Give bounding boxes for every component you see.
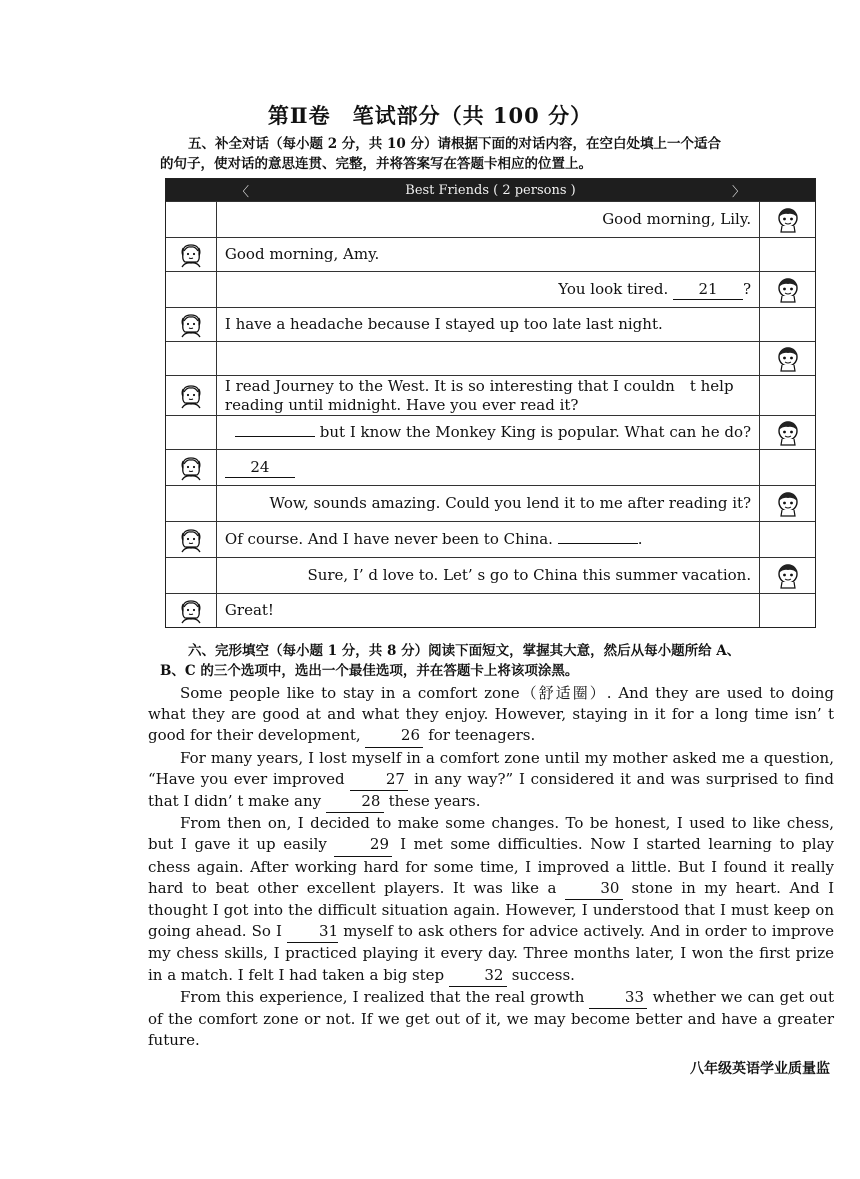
dialogue-text-post: ? [743,279,752,298]
woman-avatar-icon [179,312,203,338]
dialogue-blank: 21 [673,280,743,300]
header-right-chevron: 〉 [731,184,745,200]
p3-text-c: stone in my heart. And I thought I got into the difficult situation again. However, I understood that I must keep on going ahead. So I [148,878,834,941]
dialogue-title: Best Friends ( 2 persons ) [405,182,576,198]
p2-text-b: in any way?” I considered it and was surprised to find that I didn’ t make any [148,769,834,811]
dialogue-header [166,179,815,201]
dialogue-row [166,521,815,557]
blank-30: 30 [565,878,623,900]
dialogue-line [217,558,760,593]
blank-27: 27 [350,769,408,791]
girl-avatar-icon [776,563,800,589]
dialogue-line [217,594,760,627]
speaker-cell-left [166,522,217,557]
woman-avatar-icon [179,527,203,553]
dialogue-row [166,307,815,341]
speaker-cell-left [166,272,217,307]
speaker-cell-left [166,450,217,485]
dialogue-text: Sure, I’ d love to. Let’ s go to China this summer vacation. [307,566,752,584]
girl-avatar-icon [776,277,800,303]
speaker-cell-left [166,308,217,341]
dialogue-text: Good morning, Lily. [602,210,752,228]
speaker-cell-left [166,558,217,593]
section5-line2: 的句子，使对话的意思连贯、完整，并将答案写在答题卡相应的位置上。 [160,156,592,172]
speaker-cell-right [760,416,815,449]
dialogue-row [166,237,815,271]
dialogue-text-pre: You look tired. [558,279,674,298]
speaker-cell-left [166,594,217,627]
girl-avatar-icon [776,346,800,372]
dialogue-text-post: but I know the Monkey King is popular. What can he do? [315,423,752,441]
blank-26: 26 [365,725,423,747]
speaker-cell-right [760,272,815,307]
dialogue-row [166,415,815,449]
speaker-cell-left [166,202,217,237]
p2-text-c: these years. [383,792,481,811]
p3-text-d: myself to ask others for advice actively. And in order to improve my chess skills, I practiced playing it every day. Three months later, I won the first prize in a match. I felt I had taken a big step [148,922,834,984]
dialogue-text [558,280,751,300]
dialogue-line [217,486,760,521]
speaker-cell-right [760,558,815,593]
dialogue-text [235,423,751,442]
dialogue-row [166,485,815,521]
dialogue-line [217,450,760,485]
speaker-cell-left [166,342,217,375]
speaker-cell-right [760,450,815,485]
paragraph-2 [148,748,834,814]
dialogue-text [225,530,643,549]
speaker-cell-right [760,376,815,415]
dialogue-text: Wow, sounds amazing. Could you lend it to me after reading it? [269,494,752,512]
speaker-cell-right [760,342,815,375]
p1-text-a: Some people like to stay in a comfort zone（舒适圈）. And they are used to doing what they are good at and what they enjoy. However, staying in it for a long time isn’ t good for their development, [148,684,834,745]
section6-line1: 六、完形填空（每小题 1 分，共 8 分）阅读下面短文，掌握其大意，然后从每小题所给 A、 [188,643,741,659]
speaker-cell-right [760,522,815,557]
dialogue-text: Great! [224,601,274,619]
dialogue-row [166,341,815,375]
dialogue-blank [558,543,638,544]
blank-33: 33 [589,987,647,1009]
dialogue-line [217,272,760,307]
speaker-cell-left [166,416,217,449]
dialogue-blank [235,436,315,437]
girl-avatar-icon [776,420,800,446]
speaker-cell-left [166,486,217,521]
header-left-chevron: 〈 [236,184,250,200]
p3-text-e: success. [506,965,575,984]
dialogue-row [166,375,815,415]
girl-avatar-icon [776,491,800,517]
dialogue-row [166,271,815,307]
paragraph-1 [148,683,834,748]
blank-28: 28 [326,791,384,813]
blank-31: 31 [287,921,338,943]
woman-avatar-icon [179,455,203,481]
dialogue-text-post: . [637,530,643,548]
speaker-cell-left [166,238,217,271]
dialogue-line [217,342,760,375]
paragraph-4 [148,987,834,1052]
woman-avatar-icon [179,242,203,268]
p3-text-b: I met some difficulties. Now I started learning to play chess again. After working hard for some time, I improved a little. But I found it really hard to beat other excellent players. It was like a [148,835,834,897]
speaker-cell-right [760,594,815,627]
p4-text-b: whether we can get out of the comfort zone or not. If we get out of it, we may become better and have a greater future. [148,987,834,1050]
dialogue-blank: 24 [225,458,295,478]
woman-avatar-icon [179,598,203,624]
dialogue-line [217,376,760,415]
speaker-cell-right [760,238,815,271]
section6-instructions [160,641,832,681]
dialogue-line [217,416,760,449]
p1-text-b: for teenagers. [423,726,536,745]
speaker-cell-right [760,308,815,341]
dialogue-line [217,522,760,557]
speaker-cell-right [760,202,815,237]
girl-avatar-icon [776,207,800,233]
page-footer: 八年级英语学业质量监 [690,1061,830,1077]
dialogue-row [166,449,815,485]
p4-text-a: From this experience, I realized that the real growth [180,987,590,1006]
dialogue-row [166,557,815,593]
paper-title: 第Ⅱ卷 笔试部分（共 100 分） [267,103,593,128]
section5-line1: 五、补全对话（每小题 2 分，共 10 分）请根据下面的对话内容，在空白处填上一个适合 [188,136,721,152]
dialogue-text: Good morning, Amy. [224,245,380,263]
dialogue-table [165,178,816,628]
speaker-cell-right [760,486,815,521]
dialogue-line [217,202,760,237]
dialogue-row [166,593,815,627]
blank-29: 29 [334,834,392,856]
section6-line2: B、C 的三个选项中，选出一个最佳选项，并在答题卡上将该项涂黑。 [160,663,579,679]
dialogue-text-pre: Of course. And I have never been to China. [224,530,558,548]
dialogue-row [166,201,815,237]
dialogue-line [217,308,760,341]
blank-32: 32 [449,965,507,987]
dialogue-line [217,238,760,271]
section5-instructions [160,134,832,174]
p3-text-a: From then on, I decided to make some changes. To be honest, I used to like chess, but I gave it up easily [148,814,834,854]
dialogue-text [225,458,295,478]
dialogue-text: I have a headache because I stayed up too late last night. [224,315,663,333]
dialogue-text: I read Journey to the West. It is so interesting that I couldn t help reading until midnight. Have you ever read it? [224,376,734,414]
cloze-passage [148,683,834,1051]
woman-avatar-icon [179,383,203,409]
paragraph-3 [148,813,834,987]
speaker-cell-left [166,376,217,415]
p2-text-a: For many years, I lost myself in a comfort zone until my mother asked me a question, “Have you ever improved [148,748,834,788]
